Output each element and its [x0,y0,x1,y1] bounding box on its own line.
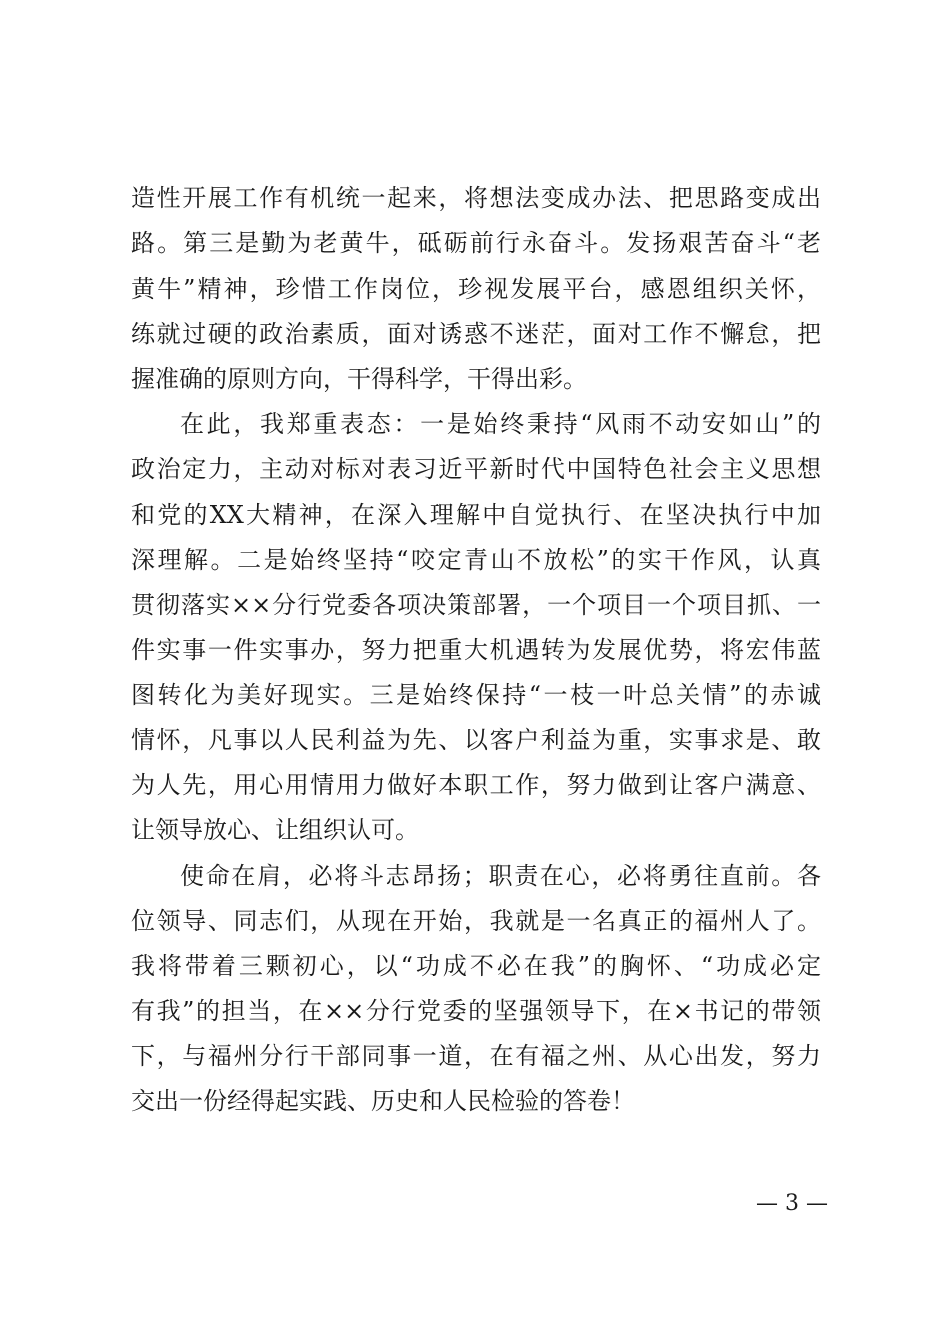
paragraph-1-line-5: 握准确的原则方向，干得科学，干得出彩。 [131,365,587,393]
paragraph-3-line-5: 下，与福州分行干部同事一道，在有福之州、从心出发，努力 [131,1042,821,1070]
paragraph-1-line-1: 造性开展工作有机统一起来，将想法变成办法、把思路变成出 [131,184,821,212]
paragraph-1-line-3: 黄牛”精神，珍惜工作岗位，珍视发展平台，感恩组织关怀， [131,275,821,303]
paragraph-2-line-3: 和党的XX大精神，在深入理解中自觉执行、在坚决执行中加 [131,501,821,529]
paragraph-2-line-4: 深理解。二是始终坚持“咬定青山不放松”的实干作风，认真 [131,546,821,574]
paragraph-1-line-2: 路。第三是勤为老黄牛，砥砺前行永奋斗。发扬艰苦奋斗“老 [131,229,821,257]
paragraph-3-line-4: 有我”的担当，在××分行党委的坚强领导下，在×书记的带领 [131,997,821,1025]
paragraph-2-line-8: 情怀，凡事以人民利益为先、以客户利益为重，实事求是、敢 [131,726,821,754]
paragraph-2-line-7: 图转化为美好现实。三是始终保持“一枝一叶总关情”的赤诚 [131,681,821,709]
paragraph-2-line-9: 为人先，用心用情用力做好本职工作，努力做到让客户满意、 [131,771,821,799]
paragraph-3-line-2: 位领导、同志们，从现在开始，我就是一名真正的福州人了。 [131,907,821,935]
paragraph-2-line-6: 件实事一件实事办，努力把重大机遇转为发展优势，将宏伟蓝 [131,636,821,664]
paragraph-3-line-1: 使命在肩，必将斗志昂扬；职责在心，必将勇往直前。各 [180,862,821,890]
page-number: — 3 — [756,1191,828,1216]
paragraph-3-line-3: 我将带着三颗初心，以“功成不必在我”的胸怀、“功成必定 [131,952,821,980]
paragraph-1-line-4: 练就过硬的政治素质，面对诱惑不迷茫，面对工作不懈怠，把 [131,320,821,348]
paragraph-2-line-1: 在此，我郑重表态：一是始终秉持“风雨不动安如山”的 [180,410,821,438]
paragraph-3-line-6: 交出一份经得起实践、历史和人民检验的答卷！ [131,1087,635,1115]
paragraph-2-line-2: 政治定力，主动对标对表习近平新时代中国特色社会主义思想 [131,455,821,483]
paragraph-2-line-10: 让领导放心、让组织认可。 [131,816,419,844]
paragraph-2-line-5: 贯彻落实××分行党委各项决策部署，一个项目一个项目抓、一 [131,591,821,619]
